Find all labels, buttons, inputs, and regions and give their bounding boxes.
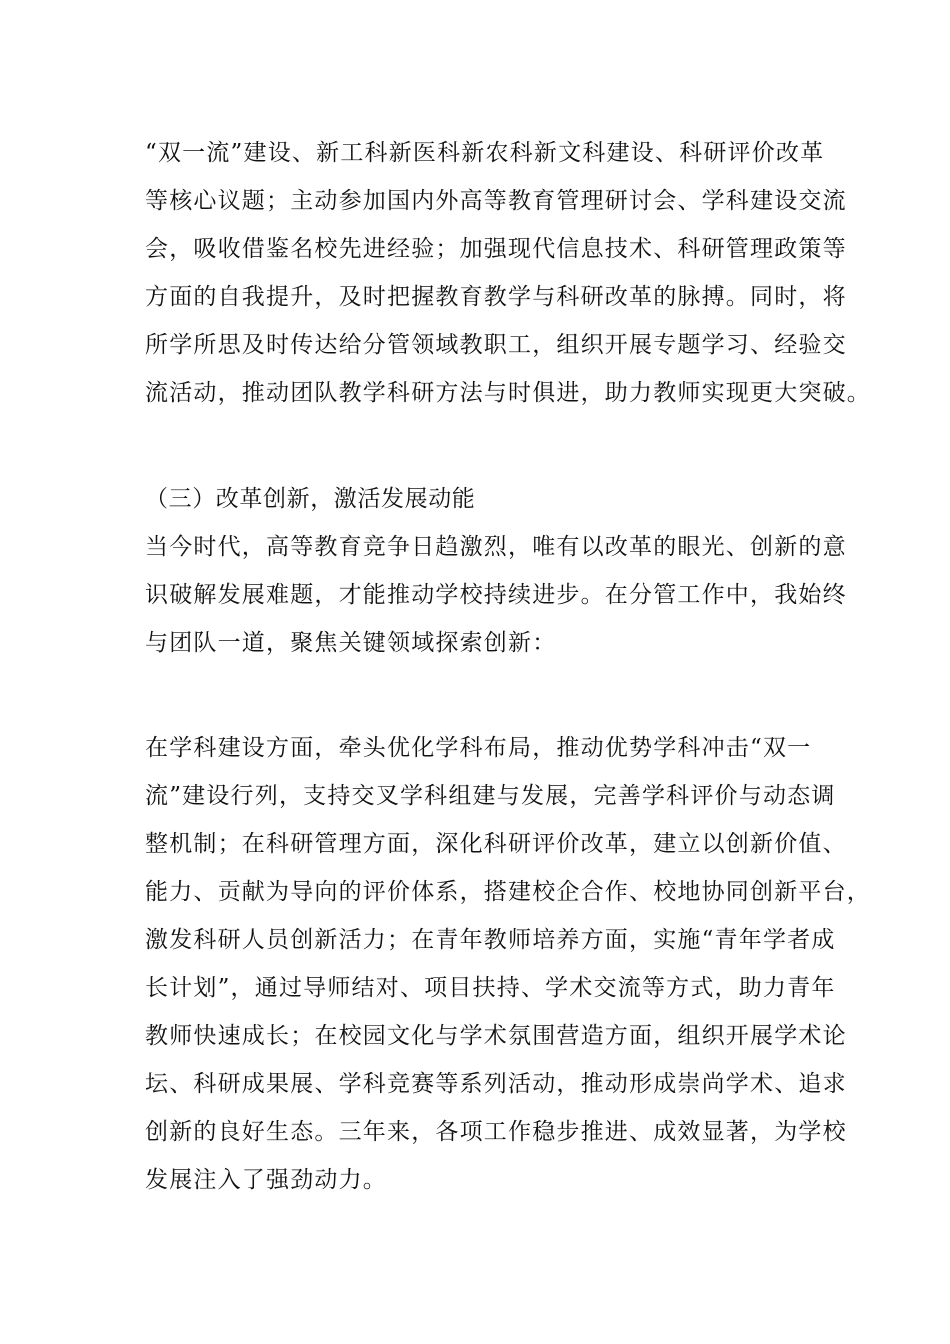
paragraph-1-line: 流活动，推动团队教学科研方法与时俱进，助力教师实现更大突破。	[145, 380, 871, 406]
paragraph-1-line: “双一流”建设、新工科新医科新农科新文科建设、科研评价改革	[145, 140, 825, 166]
paragraph-1-line: 所学所思及时传达给分管领域教职工，组织开展专题学习、经验交	[145, 332, 847, 358]
paragraph-3-line: 流”建设行列，支持交叉学科组建与发展，完善学科评价与动态调	[145, 783, 836, 809]
paragraph-3-line: 长计划”，通过导师结对、项目扶持、学术交流等方式，助力青年	[145, 975, 836, 1001]
paragraph-1-line: 会，吸收借鉴名校先进经验；加强现代信息技术、科研管理政策等	[145, 236, 847, 262]
paragraph-3-line: 教师快速成长；在校园文化与学术氛围营造方面，组织开展学术论	[145, 1023, 847, 1049]
paragraph-3-line: 激发科研人员创新活力；在青年教师培养方面，实施“青年学者成	[145, 927, 836, 953]
paragraph-2-line: 与团队一道，聚焦关键领域探索创新：	[145, 630, 557, 656]
paragraph-2-line: 当今时代，高等教育竞争日趋激烈，唯有以改革的眼光、创新的意	[145, 534, 847, 560]
paragraph-3-line: 发展注入了强劲动力。	[145, 1167, 387, 1193]
paragraph-3-line: 在学科建设方面，牵头优化学科布局，推动优势学科冲击“双一	[145, 735, 812, 761]
paragraph-2-line: 识破解发展难题，才能推动学校持续进步。在分管工作中，我始终	[145, 582, 847, 608]
paragraph-3-line: 坛、科研成果展、学科竞赛等系列活动，推动形成崇尚学术、追求	[145, 1071, 847, 1097]
paragraph-3-line: 能力、贡献为导向的评价体系，搭建校企合作、校地协同创新平台，	[145, 879, 871, 905]
paragraph-3-line: 整机制；在科研管理方面，深化科研评价改革，建立以创新价值、	[145, 831, 847, 857]
paragraph-1-line: 等核心议题；主动参加国内外高等教育管理研讨会、学科建设交流	[145, 188, 847, 214]
paragraph-3-line: 创新的良好生态。三年来，各项工作稳步推进、成效显著，为学校	[145, 1119, 847, 1145]
paragraph-1-line: 方面的自我提升，及时把握教育教学与科研改革的脉搏。同时，将	[145, 284, 847, 310]
section-heading: （三）改革创新，激活发展动能	[145, 486, 476, 512]
